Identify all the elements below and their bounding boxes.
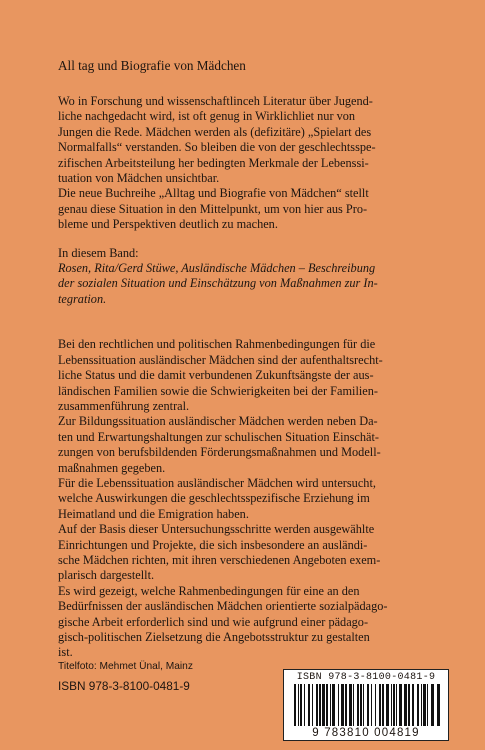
barcode-bar (379, 684, 381, 726)
text-line: bleme und Perspektiven deutlich zu machen. (58, 217, 278, 232)
text-line: ist. (58, 645, 73, 660)
barcode-bar (391, 684, 392, 726)
text-line: Normalfalls“ verstanden. So bleiben die von der geschlechtsspe- (58, 140, 376, 155)
barcode-bar (349, 684, 352, 726)
text-line: tuation von Mädchen unsichtbar. (58, 171, 220, 186)
barcode-bar (382, 684, 384, 726)
text-line: Lebenssituation ausländischer Mädchen sind der aufenthaltsrecht- (58, 352, 383, 367)
barcode-bar (304, 684, 305, 726)
text-line: ten und Erwartungshaltungen zur schulischen Situation Einschät- (58, 429, 380, 444)
barcode-bar (319, 684, 321, 726)
band-citation (58, 261, 454, 307)
back-cover-text (58, 58, 454, 661)
barcode-bar (322, 684, 325, 726)
intro-paragraph (58, 94, 454, 233)
text-line: der sozialen Situation und Einschätzung von Maßnahmen zur In- (58, 276, 378, 291)
barcode-bar (417, 684, 419, 726)
text-line: liche nachgedacht wird, ist oft genug in Wirklichliet nur von (58, 109, 356, 124)
text-line: Einrichtungen und Projekte, die sich insbesondere an ausländi- (58, 537, 368, 552)
barcode-bar (371, 684, 372, 726)
credits (58, 661, 193, 693)
barcode-bar (399, 684, 402, 726)
barcode-bar (423, 684, 426, 726)
barcode-bar (300, 684, 302, 726)
barcode-bar (404, 684, 407, 726)
barcode-bar (338, 684, 339, 726)
barcode-bar (412, 684, 414, 726)
text-line: zifischen Arbeitsteilung her bedingten Merkmale der Lebenssi- (58, 155, 369, 170)
barcode-bar (363, 684, 364, 726)
barcode-bar (357, 684, 359, 726)
text-line: tegration. (58, 291, 107, 306)
text-line: zungen von berufsbildenden Förderungsmaßnahmen und Modell- (58, 445, 381, 460)
barcode-bar (312, 684, 313, 726)
band-heading: In diesem Band: (58, 245, 139, 260)
text-line: Es wird gezeigt, welche Rahmenbedingungen für eine an den (58, 583, 360, 598)
barcode-bar (332, 684, 335, 726)
barcode-bar (367, 684, 369, 726)
text-line: Rosen, Rita/Gerd Stüwe, Ausländische Mädchen – Beschreibung (58, 261, 376, 276)
barcode-bar (421, 684, 422, 726)
text-line: Jungen die Rede. Mädchen werden als (defizitäre) „Spielart des (58, 124, 372, 139)
barcode-bar (386, 684, 389, 726)
barcode-bar (360, 684, 362, 726)
barcode-digits: 9 783810 004819 (312, 727, 420, 739)
description-paragraph (58, 337, 454, 661)
barcode-bar (375, 684, 376, 726)
barcode-isbn-label: ISBN 978-3-8100-0481-9 (296, 672, 436, 683)
text-line: Die neue Buchreihe „Alltag und Biografie von Mädchen“ stellt (58, 186, 369, 201)
text-line: welche Auswirkungen die geschlechtsspezifische Erziehung im (58, 491, 370, 506)
text-line: genau diese Situation in den Mittelpunkt, um von hier aus Pro- (58, 201, 368, 216)
text-line: Bei den rechtlichen und politischen Rahmenbedingungen für die (58, 337, 376, 352)
text-line: ländischen Familien sowie die Schwierigkeiten bei der Familien- (58, 383, 378, 398)
barcode-bar (437, 684, 440, 726)
barcode-bar (427, 684, 428, 726)
barcode-bar (431, 684, 434, 726)
barcode-bar (396, 684, 397, 726)
barcode-bar (353, 684, 354, 726)
isbn-text: ISBN 978-3-8100-0481-9 (58, 679, 190, 693)
isbn-barcode (283, 669, 449, 741)
text-line: Zur Bildungssituation ausländischer Mädchen werden neben Da- (58, 414, 378, 429)
text-line: Bedürfnissen der ausländischen Mädchen orientierte sozialpädago- (58, 599, 388, 614)
text-line: plarisch dargestellt. (58, 568, 155, 583)
barcode-bar (393, 684, 395, 726)
text-line: sche Mädchen richten, mit ihren verschiedenen Angeboten exem- (58, 552, 381, 567)
barcode-bar (308, 684, 310, 726)
text-line: liche Status und die damit verbundenen Zukunftsängste der aus- (58, 368, 374, 383)
text-line: gische Arbeit erforderlich sind und wie aufgrund einer pädago- (58, 614, 369, 629)
text-line: gisch-politischen Zielsetzung die Angebotsstruktur zu gestalten (58, 630, 370, 644)
barcode-bars (292, 684, 442, 726)
text-line: Wo in Forschung und wissenschaftlinceh Literatur über Jugend- (58, 94, 373, 108)
barcode-bar (316, 684, 318, 726)
barcode-bar (345, 684, 347, 726)
barcode-bar (408, 684, 410, 726)
barcode-bar (341, 684, 344, 726)
barcode-bar (330, 684, 331, 726)
text-line: Für die Lebenssituation ausländischer Mädchen wird untersucht, (58, 475, 376, 490)
text-line: zusammenführung zentral. (58, 398, 190, 413)
text-line: Heimatland und die Emigration haben. (58, 506, 249, 521)
text-line: maßnahmen gegeben. (58, 460, 166, 475)
text-line: Auf der Basis dieser Untersuchungsschritte werden ausgewählte (58, 522, 375, 537)
barcode-bar (298, 684, 299, 726)
barcode-bar (294, 684, 296, 726)
photo-credit: Titelfoto: Mehmet Ünal, Mainz (58, 661, 193, 672)
series-title: All tag und Biografie von Mädchen (58, 58, 246, 73)
barcode-bar (326, 684, 328, 726)
